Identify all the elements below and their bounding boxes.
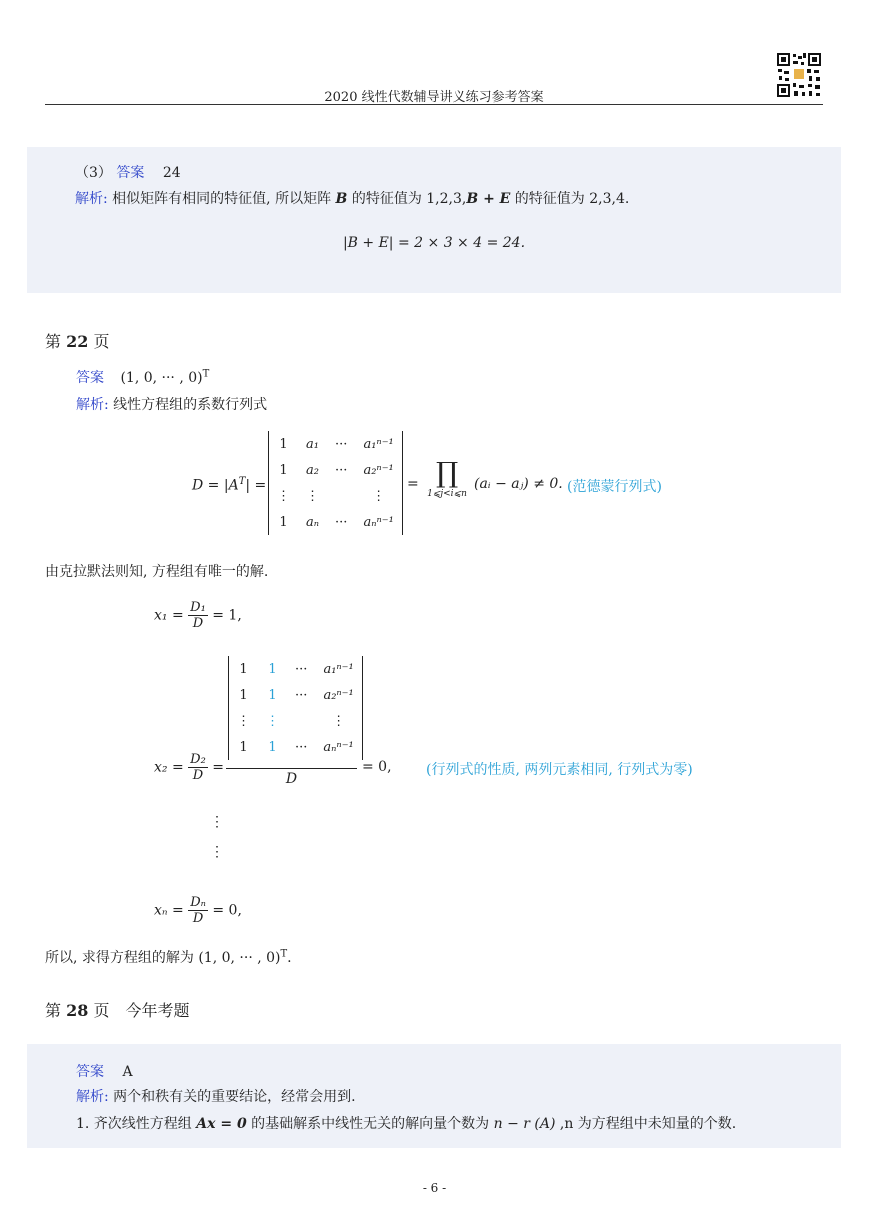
answer-value: A <box>122 1064 133 1080</box>
superscript: T <box>280 948 288 960</box>
det-cell: ⋮ <box>237 713 250 729</box>
det-cell <box>327 483 355 509</box>
rank-expression: n − r (A) <box>493 1116 556 1132</box>
analysis-line <box>75 188 629 208</box>
det-cell: aₙ <box>306 514 320 530</box>
analysis-text: 两个和秩有关的重要结论，经常会用到. <box>113 1089 356 1105</box>
equation-lhs: x₁ = <box>154 607 184 624</box>
det-cell: aₙⁿ⁻¹ <box>323 739 354 755</box>
formula-text: |B + E| = 2 × 3 × 4 = 24. <box>342 235 526 251</box>
fraction-denominator: D <box>192 616 204 631</box>
equation-lhs: x₂ = <box>154 759 184 776</box>
running-header: 2020 线性代数辅导讲义练习参考答案 <box>45 86 823 105</box>
det-cell-highlight: ⋮ <box>266 713 279 729</box>
analysis-label: 解析: <box>76 1089 109 1105</box>
det-cell: a₁ <box>306 436 319 452</box>
analysis-line <box>76 394 267 414</box>
det-cell: ··· <box>295 661 308 677</box>
det-cell: a₂ⁿ⁻¹ <box>323 687 354 703</box>
product-body: (aᵢ − aⱼ) ≠ 0. <box>474 476 563 492</box>
det-lhs <box>192 476 266 494</box>
answer-line <box>75 162 181 182</box>
matrix-symbol: B <box>335 191 348 207</box>
item-text: 1. 齐次线性方程组 <box>76 1116 192 1132</box>
product-symbol <box>424 458 470 500</box>
fraction-numerator: D₁ <box>190 600 206 615</box>
section-title-22 <box>45 329 109 352</box>
det-cell: ⋮ <box>277 488 290 504</box>
answer-label: 答案 <box>76 370 104 386</box>
det-lhs-text: D = |A <box>192 477 239 494</box>
conclusion-body: 所以, 求得方程组的解为 (1, 0, ··· , 0) <box>45 950 281 966</box>
x2-lhs <box>154 752 224 783</box>
superscript: T <box>202 368 210 380</box>
qr-code-icon <box>776 52 822 98</box>
det-cell: ··· <box>335 514 348 530</box>
conclusion-end: . <box>287 950 292 966</box>
det-cell: 1 <box>279 462 288 478</box>
det-cell: a₂ <box>306 462 319 478</box>
fraction <box>188 895 208 926</box>
x2-denominator: D <box>285 771 298 787</box>
section-page-number: 22 <box>66 332 89 351</box>
xn-equation <box>154 895 242 926</box>
det-cell: ··· <box>335 462 348 478</box>
answer-label: 答案 <box>76 1064 104 1080</box>
det-cell: aₙⁿ⁻¹ <box>363 514 394 530</box>
x1-equation <box>154 600 242 631</box>
det-cell: 1 <box>279 514 288 530</box>
matrix-symbol: B + E <box>466 191 511 207</box>
det-cell: a₂ⁿ⁻¹ <box>363 462 394 478</box>
cramer-text: 由克拉默法则知, 方程组有唯一的解. <box>45 564 269 580</box>
fraction-numerator: Dₙ <box>190 895 206 910</box>
equation-lhs: xₙ = <box>154 902 184 919</box>
det-cell: 1 <box>279 436 288 452</box>
x2-fraction-bar <box>226 768 357 769</box>
answer-line <box>76 367 209 387</box>
formula <box>27 235 841 251</box>
superscript: T <box>238 476 246 487</box>
fraction-denominator: D <box>192 911 204 926</box>
answer-value: (1, 0, ··· , 0) <box>120 370 203 386</box>
det-cell: ⋮ <box>306 488 320 504</box>
det-cell: ··· <box>295 687 308 703</box>
det-cell-highlight: 1 <box>268 661 277 677</box>
answer-line <box>76 1061 133 1081</box>
section-title-28 <box>45 998 189 1021</box>
rank-conclusion-1 <box>76 1113 736 1133</box>
vandermonde-note: (范德蒙行列式) <box>567 479 662 495</box>
equation-symbol: Ax = 0 <box>196 1116 247 1132</box>
det-cell: ··· <box>335 436 348 452</box>
section-page-number: 28 <box>66 1001 89 1020</box>
det-cell: 1 <box>239 687 248 703</box>
det-cell: 1 <box>239 739 248 755</box>
det-cell: ⋮ <box>372 488 386 504</box>
section-title-text: 页 <box>93 332 110 351</box>
fraction-denominator: D <box>192 768 204 783</box>
analysis-text: 相似矩阵有相同的特征值, 所以矩阵 <box>112 191 332 207</box>
det-lhs-text: | = <box>245 477 267 494</box>
det-cell: ··· <box>295 739 308 755</box>
vdots: ⋮ <box>210 814 224 830</box>
answer-box-1 <box>27 147 841 293</box>
x2-numerator-determinant <box>228 656 363 760</box>
equation-rhs: = 0, <box>212 902 242 919</box>
conclusion-text <box>45 947 292 967</box>
analysis-line <box>76 1086 356 1106</box>
answer-value: 24 <box>162 165 181 181</box>
analysis-label: 解析: <box>75 191 108 207</box>
section-title-text: 页 今年考题 <box>93 1001 190 1020</box>
det-cell <box>287 708 315 734</box>
det-cell: a₁ⁿ⁻¹ <box>323 661 354 677</box>
fraction <box>188 752 208 783</box>
det-cell: a₁ⁿ⁻¹ <box>363 436 394 452</box>
product-subscript: 1⩽j<i⩽n <box>427 489 467 499</box>
section-title-text: 第 <box>45 332 62 351</box>
fraction-numerator: D₂ <box>190 752 206 767</box>
det-cell: ⋮ <box>332 713 346 729</box>
answer-label: 答案 <box>116 165 145 181</box>
analysis-text: 线性方程组的系数行列式 <box>113 397 268 413</box>
page-number: - 6 - <box>422 1181 447 1195</box>
question-number: （3） <box>75 165 112 181</box>
x2-rhs: = 0, <box>362 759 392 775</box>
item-text: 的基础解系中线性无关的解向量个数为 <box>251 1116 490 1132</box>
analysis-text: 的特征值为 1,2,3, <box>351 191 467 207</box>
analysis-text: 的特征值为 2,3,4. <box>514 191 630 207</box>
equals-sign: = <box>212 759 224 776</box>
fraction <box>188 600 208 631</box>
vdots: ⋮ <box>210 844 224 860</box>
answer-box-2 <box>27 1044 841 1148</box>
det-cell-highlight: 1 <box>268 687 277 703</box>
item-text: ,n 为方程组中未知量的个数. <box>559 1116 737 1132</box>
det-cell: 1 <box>239 661 248 677</box>
analysis-label: 解析: <box>76 397 109 413</box>
x2-note: (行列式的性质, 两列元素相同, 行列式为零) <box>426 762 693 778</box>
det-rhs-equals: = <box>407 476 419 492</box>
det-cell-highlight: 1 <box>268 739 277 755</box>
product-glyph: ∏ <box>435 456 459 489</box>
section-title-text: 第 <box>45 1001 62 1020</box>
vandermonde-determinant <box>268 431 403 535</box>
equation-rhs: = 1, <box>212 607 242 624</box>
